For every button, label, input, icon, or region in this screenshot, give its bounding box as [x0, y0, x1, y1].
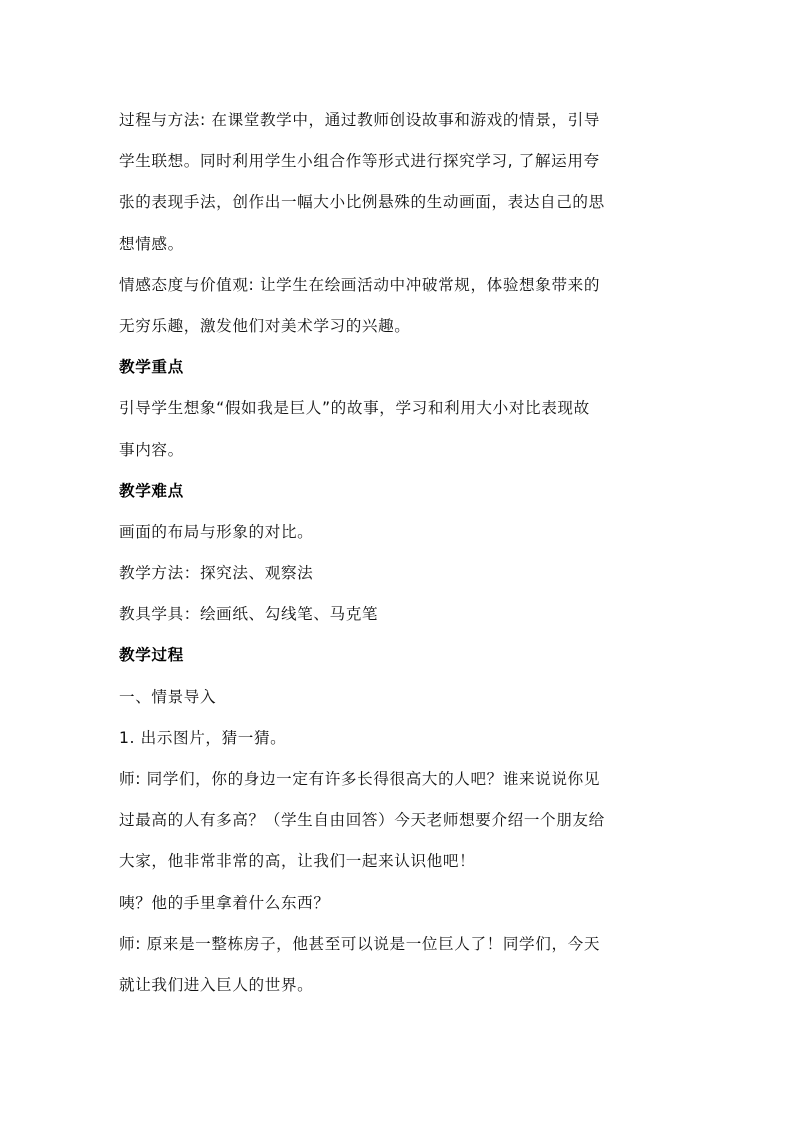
paragraph-line: 学生联想。同时利用学生小组合作等形式进行探究学习, 了解运用夸: [119, 152, 600, 171]
paragraph-line: 1. 出示图片，猜一猜。: [119, 728, 287, 747]
paragraph-line: 教具学具：绘画纸、勾线笔、马克笔: [119, 605, 379, 624]
paragraph-line: 画面的布局与形象的对比。: [119, 522, 314, 541]
paragraph-line: 想情感。: [119, 234, 184, 253]
paragraph-line: 情感态度与价值观: 让学生在绘画活动中冲破常规，体验想象带来的: [119, 275, 601, 294]
section-heading-difficulties: 教学难点: [119, 481, 184, 500]
paragraph-line: 就让我们进入巨人的世界。: [119, 975, 314, 994]
paragraph-line: 师: 原来是一整栋房子，他甚至可以说是一位巨人了！同学们，今天: [119, 934, 601, 953]
section-heading-key-points: 教学重点: [119, 358, 184, 377]
paragraph-line: 过最高的人有多高？（学生自由回答）今天老师想要介绍一个朋友给: [119, 811, 605, 830]
section-heading-process: 教学过程: [119, 646, 184, 665]
paragraph-line: 一、情景导入: [119, 687, 217, 706]
paragraph-line: 事内容。: [119, 440, 184, 459]
paragraph-line: 张的表现手法，创作出一幅大小比例悬殊的生动画面，表达自己的思: [119, 193, 605, 212]
paragraph-line: 咦？他的手里拿着什么东西？: [119, 893, 330, 912]
paragraph-line: 大家，他非常非常的高，让我们一起来认识他吧！: [119, 852, 476, 871]
paragraph-line: 教学方法：探究法、观察法: [119, 564, 314, 583]
paragraph-line: 过程与方法: 在课堂教学中，通过教师创设故事和游戏的情景，引导: [119, 111, 601, 129]
paragraph-line: 师: 同学们，你的身边一定有许多长得很高大的人吧？谁来说说你见: [119, 770, 601, 788]
document-body: [119, 100, 679, 1006]
paragraph-line: 引导学生想象“假如我是巨人”的故事，学习和利用大小对比表现故: [119, 399, 590, 418]
paragraph-line: 无穷乐趣，激发他们对美术学习的兴趣。: [119, 316, 411, 335]
